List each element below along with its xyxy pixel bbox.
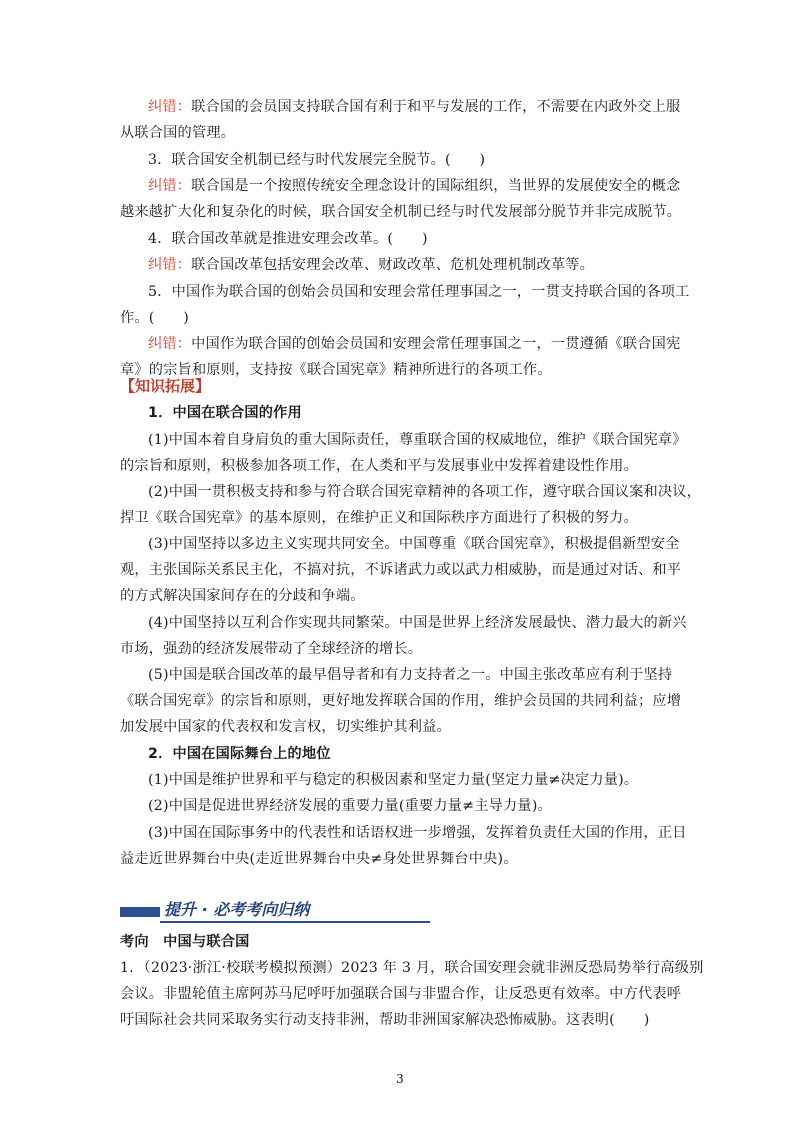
correction-label: 纠错： <box>148 257 192 273</box>
correction-label: 纠错： <box>148 178 192 194</box>
text-line: (2)中国一贯积极支持和参与符合联合国宪章精神的各项工作，遵守联合国议案和决议， <box>148 484 702 500</box>
section-banner <box>120 899 430 923</box>
section-heading: 2．中国在国际舞台上的地位 <box>148 746 331 762</box>
section-heading: 1．中国在联合国的作用 <box>148 405 302 421</box>
question-line: 1．（2023·浙江·校联考模拟预测）2023 年 3 月，联合国安理会就非洲反恐局势举行高级别 <box>120 960 704 976</box>
question-line: 会议。非盟轮值主席阿苏马尼呼吁加强联合国与非盟合作，让反恐更有效率。中方代表呼 <box>120 986 682 1002</box>
text-line: (2)中国是促进世界经济发展的重要力量(重要力量≠主导力量)。 <box>148 798 552 814</box>
text-line: (3)中国坚持以多边主义实现共同安全。中国尊重《联合国宪章》，积极提倡新型安全 <box>148 536 680 552</box>
text-line: 的方式解决国家间存在的分歧和争端。 <box>120 588 365 604</box>
question-item: 3．联合国安全机制已经与时代发展完全脱节。( ) <box>148 152 486 168</box>
text-line: 捍卫《联合国宪章》的基本原则，在维护正义和国际秩序方面进行了积极的努力。 <box>120 510 638 526</box>
text-line: (1)中国是维护世界和平与稳定的积极因素和坚定力量(坚定力量≠决定力量)。 <box>148 772 639 788</box>
text-line: 观，主张国际关系民主化，不搞对抗，不诉诸武力或以武力相威胁，而是通过对话、和平 <box>120 562 682 578</box>
text-line: 作。( ) <box>120 310 190 326</box>
correction-line <box>148 173 690 199</box>
text-line: (1)中国本着自身肩负的重大国际责任，尊重联合国的权威地位，维护《联合国宪章》 <box>148 432 687 448</box>
text-line: 的宗旨和原则，积极参加各项工作，在人类和平与发展事业中发挥着建设性作用。 <box>120 458 638 474</box>
line-text: 联合国是一个按照传统安全理念设计的国际组织，当世界的发展使安全的概念 <box>191 178 681 194</box>
text-line: (4)中国坚持以互利合作实现共同繁荣。中国是世界上经济发展最快、潜力最大的新兴 <box>148 615 687 631</box>
text-line: (3)中国在国际事务中的代表性和话语权进一步增强，发挥着负责任大国的作用，正日 <box>148 825 687 841</box>
correction-label: 纠错： <box>148 99 192 115</box>
question-item: 4．联合国改革就是推进安理会改革。( ) <box>148 231 428 247</box>
topic-heading: 考向 中国与联合国 <box>120 934 250 950</box>
text-line: (5)中国是联合国改革的最早倡导者和有力支持者之一。中国主张改革应有利于坚持 <box>148 667 673 683</box>
correction-label: 纠错： <box>148 336 192 352</box>
correction-line <box>148 331 690 357</box>
text-line: 章》的宗旨和原则，支持按《联合国宪章》精神所进行的各项工作。 <box>120 362 552 378</box>
page-number: 3 <box>396 1072 404 1086</box>
line-text: 联合国改革包括安理会改革、财政改革、危机处理机制改革等。 <box>191 257 595 273</box>
line-text: 联合国的会员国支持联合国有利于和平与发展的工作，不需要在内政外交上服 <box>191 99 681 115</box>
correction-line <box>148 94 690 120</box>
text-line: 从联合国的管理。 <box>120 125 236 141</box>
text-line: 益走近世界舞台中央(走近世界舞台中央≠身处世界舞台中央)。 <box>120 851 518 867</box>
text-line: 越来越扩大化和复杂化的时候，联合国安全机制已经与时代发展部分脱节并非完成脱节。 <box>120 204 682 220</box>
correction-line <box>148 252 690 278</box>
banner-title: 提升 · 必考考向归纳 <box>164 900 310 919</box>
question-line: 吁国际社会共同采取务实行动支持非洲，帮助非洲国家解决恐怖威胁。这表明( ) <box>120 1012 650 1028</box>
text-line: 《联合国宪章》的宗旨和原则，更好地发挥联合国的作用，维护会员国的共同利益；应增 <box>120 693 682 709</box>
extension-title: 【知识拓展】 <box>120 377 211 395</box>
line-text: 中国作为联合国的创始会员国和安理会常任理事国之一，一贯遵循《联合国宪 <box>191 336 681 352</box>
banner-rule <box>160 921 430 923</box>
question-item: 5．中国作为联合国的创始会员国和安理会常任理事国之一，一贯支持联合国的各项工 <box>148 284 690 300</box>
text-line: 加发展中国家的代表权和发言权，切实维护其利益。 <box>120 719 451 735</box>
text-line: 市场，强劲的经济发展带动了全球经济的增长。 <box>120 641 423 657</box>
banner-bar <box>120 907 160 917</box>
